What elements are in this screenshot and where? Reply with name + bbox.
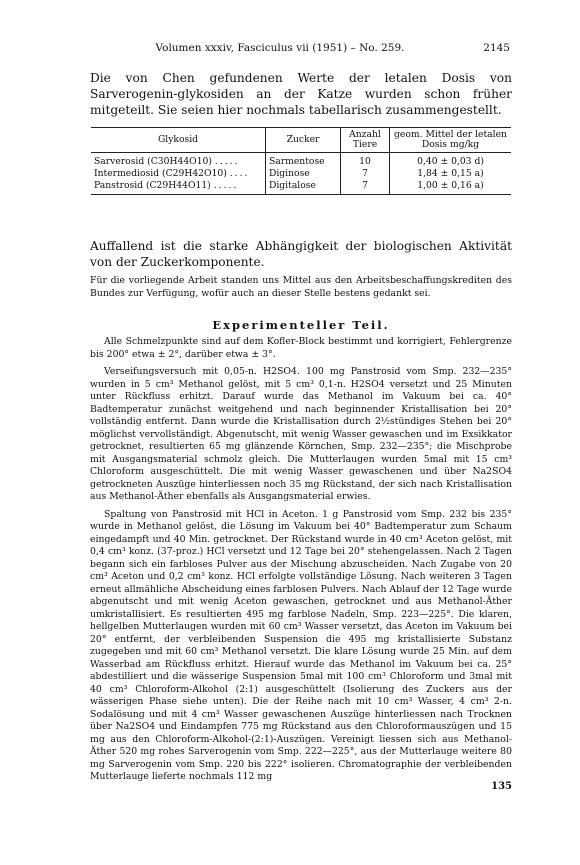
col-header-dosis: geom. Mittel der letalen Dosis mg/kg [390, 128, 512, 153]
dose-cell: 1,84 ± 0,15 a) [390, 168, 512, 180]
table-row [91, 180, 511, 195]
glycoside-cell: Sarverosid (C30H44O10) ..... [94, 156, 240, 167]
col-header-glykosid: Glykosid [91, 128, 266, 153]
paragraph-saponification: Verseifungsversuch mit 0,05-n. H2SO4. 100 mg Panstrosid vom Smp. 232—235° wurden in 5 cm³ Methanol gelöst, mit 5 cm³ 0,1-n. H2SO4 versetzt und 25 Minuten unter Rückfluss erhitzt. Darauf wurde das Methanol im Vakuum bei ca. 40° Badtemperatur zunächst weitgehend und nach beginnender Kristallisation bei 20° vollständig entfernt. Dann wurde die Kristallisation durch 2½stündiges Stehen bei 20° möglichst vervollständigt. Abgenutscht, mit wenig Wasser gewaschen und im Exsikkator getrocknet, resultierten 65 mg glänzende Körnchen, Smp. 232—235°; die Mischprobe mit Ausgangsmaterial schmolz gleich. Die Mutterlaugen wurden 5mal mit 15 cm³ Chloroform ausgeschüttelt. Die mit wenig Wasser gewaschenen und über Na2SO4 getrockneten Auszüge hinterliessen noch 35 mg Rückstand, der sich nach Kristallisation aus Methanol-Äther ebenfalls als Ausgangsmaterial erwies. [90, 366, 512, 502]
dose-cell: 1,00 ± 0,16 a) [390, 180, 512, 195]
dose-cell: 0,40 ± 0,03 d) [390, 153, 512, 169]
lethal-dose-table [91, 127, 511, 195]
animals-cell: 7 [341, 168, 390, 180]
animals-cell: 10 [341, 153, 390, 169]
running-header [90, 42, 510, 58]
sugar-cell: Diginose [266, 168, 341, 180]
acknowledgement-paragraph: Für die vorliegende Arbeit standen uns Mittel aus den Arbeitsbeschaffungskrediten des Bundes zur Verfügung, wofür auch an dieser Stelle bestens gedankt sei. [90, 275, 512, 299]
animals-cell: 7 [341, 180, 390, 195]
glycoside-cell: Panstrosid (C29H44O11) ..... [91, 180, 266, 195]
section-heading: Experimenteller Teil. [212, 318, 390, 332]
table-row [91, 153, 511, 169]
paragraph-cleavage: Spaltung von Panstrosid mit HCl in Aceton. 1 g Panstrosid vom Smp. 232 bis 235° wurde in Methanol gelöst, die Lösung im Vakuum bei 40° Badtemperatur zum Schaum eingedampft und 40 Min. getrocknet. Der Rückstand wurde in 40 cm³ Aceton gelöst, mit 0,4 cm³ konz. (37-proz.) HCl versetzt und 12 Tage bei 20° stehengelassen. Nach 2 Tagen begann sich ein farbloses Pulver aus der Mischung abzuscheiden. Nach Zugabe von 20 cm³ Aceton und 0,2 cm³ konz. HCl erfolgte vollständige Lösung. Nach weiteren 3 Tagen erneut allmähliche Abscheidung eines farblosen Pulvers. Nach Ablauf der 12 Tage wurde abgenutscht und mit wenig Aceton gewaschen, getrocknet und aus Methanol-Äther umkristallisiert. Es resultierten 495 mg farblose Nadeln, Smp. 223—225°. Die klaren, hellgelben Mutterlaugen wurden mit 60 cm³ Wasser versetzt, das Aceton im Vakuum bei 20° entfernt, der verbleibenden Suspension die 495 mg kristallisierte Substanz zugegeben und mit 60 cm³ Methanol versetzt. Die klare Lösung wurde 25 Min. auf dem Wasserbad am Rückfluss erhitzt. Hierauf wurde das Methanol im Vakuum bei ca. 25° abdestilliert und die wässerige Suspension 5mal mit 100 cm³ Chloroform und 3mal mit 40 cm³ Chloroform-Alkohol (2:1) ausgeschüttelt (Isolierung des Zuckers aus der wässerigen Phase siehe unten). Die der Reihe nach mit 10 cm³ Wasser, 4 cm³ 2-n. Sodalösung und mit 4 cm³ Wasser gewaschenen Auszüge hinterliessen nach Trocknen über Na2SO4 und Eindampfen 775 mg Rückstand aus den Chloroformauszügen und 15 mg aus den Chloroform-Alkohol-(2:1)-Auszügen. Vereinigt liessen sich aus Methanol-Äther 520 mg rohes Sarverogenin vom Smp. 222—225°, aus der Mutterlauge weitere 80 mg Sarverogenin vom Smp. 220 bis 222° isolieren. Chromatographie der verbleibenden Mutterlauge lieferte nochmals 112 mg [90, 508, 512, 782]
sugar-cell: Sarmentose [266, 153, 341, 169]
intro-paragraph: Die von Chen gefundenen Werte der letalen Dosis von Sarverogenin-glykosiden an der Katze wurden schon früher mitgeteilt. Sie seien hier nochmals tabellarisch zusammengestellt. [90, 71, 512, 117]
glycoside-cell: Intermediosid (C29H42O10) .... [94, 168, 250, 179]
page-number: 2145 [483, 42, 510, 54]
folio-number: 135 [491, 781, 512, 792]
paragraph-melting-points: Alle Schmelzpunkte sind auf dem Kofler-Block bestimmt und korrigiert, Fehlergrenze bis 200° etwa ± 2°, darüber etwa ± 3°. [90, 336, 512, 360]
experimental-text [90, 336, 512, 789]
running-title: Volumen xxxiv, Fasciculus vii (1951) – No. 259. [155, 42, 405, 54]
col-header-zucker: Zucker [266, 128, 341, 153]
conclusion-paragraph: Auffallend ist die starke Abhängigkeit der biologischen Aktivität von der Zuckerkomponente. [90, 239, 512, 269]
col-header-anzahl: Anzahl Tiere [341, 128, 390, 153]
table-row [91, 168, 511, 180]
sugar-cell: Digitalose [266, 180, 341, 195]
